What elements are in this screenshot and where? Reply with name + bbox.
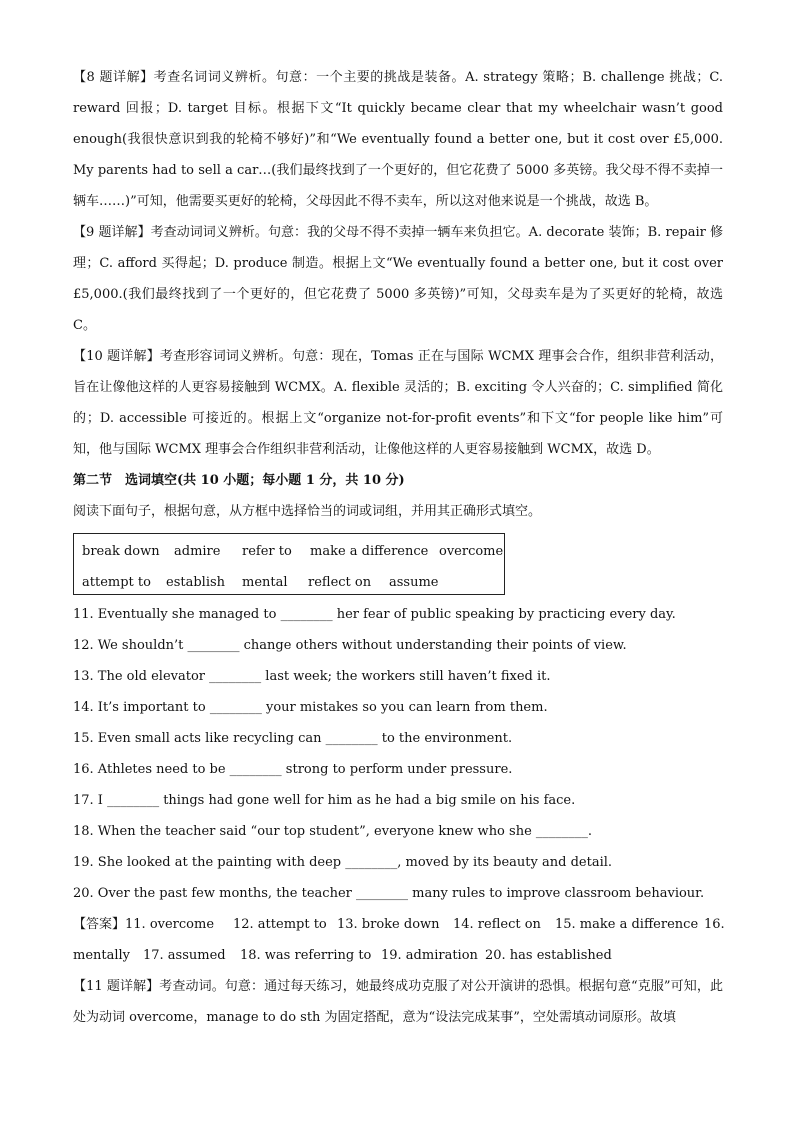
word-bank-box	[73, 533, 505, 595]
answer-key-line-1	[73, 909, 723, 940]
question-16: 16. Athletes need to be ________ strong to perform under pressure.	[73, 762, 513, 777]
explanation-tag: 【9 题详解】	[73, 225, 151, 240]
explanation-text: 考查名词词义辨析。句意：一个主要的挑战是装备。A. strategy 策略；B. challenge 挑战；C. reward 回报；D. target 目标。根据下文“It quickly became clear that my wheelchair wasn’t good enough(我很快意识到我的轮椅不够好)”和“We eventually found a better one, but it cost over £5,000. My parents had to sell a car…(我们最终找到了一个更好的，但它花费了 5000 多英镑。我父母不得不卖掉一辆车……)”可知，他需要买更好的轮椅，父母因此不得不卖车，所以这对他来说是一个挑战，故选 B。	[73, 70, 723, 209]
answer-tag: 【答案】	[73, 917, 126, 932]
explanation-tag: 【11 题详解】	[73, 979, 160, 994]
answer-item: 14. reflect on	[453, 917, 541, 932]
explanation-tag: 【10 题详解】	[73, 349, 160, 364]
question-15: 15. Even small acts like recycling can ________ to the environment.	[73, 731, 513, 746]
section-title: 第二节 选词填空(共 10 小题；每小题 1 分，共 10 分)	[73, 473, 405, 488]
answer-item: 19. admiration	[381, 948, 478, 963]
explanation-9	[73, 217, 723, 341]
word-option: admire	[174, 544, 221, 559]
question-14: 14. It’s important to ________ your mistakes so you can learn from them.	[73, 700, 548, 715]
answer-item: 13. broke down	[337, 917, 440, 932]
word-option: overcome	[439, 544, 504, 559]
question-11: 11. Eventually she managed to ________ her fear of public speaking by practicing every day.	[73, 607, 676, 622]
question-12: 12. We shouldn’t ________ change others without understanding their points of view.	[73, 638, 627, 653]
explanation-tag: 【8 题详解】	[73, 70, 154, 85]
word-option: assume	[389, 575, 439, 590]
answer-item: 17. assumed	[143, 948, 226, 963]
word-bank-row	[82, 538, 504, 569]
word-option: attempt to	[82, 575, 151, 590]
section-instruction: 阅读下面句子，根据句意，从方框中选择恰当的词或词组，并用其正确形式填空。	[73, 504, 542, 519]
explanation-text: 考查形容词词义辨析。句意：现在，Tomas 正在与国际 WCMX 理事会合作，组织非营利活动，旨在让像他这样的人更容易接触到 WCMX。A. flexible 灵活的；B. exciting 令人兴奋的；C. simplified 简化的；D. accessible 可接近的。根据上文“organize not-for-profit events”和下文“for people like him”可知，他与国际 WCMX 理事会合作组织非营利活动，让像他这样的人更容易接触到 WCMX，故选 D。	[73, 349, 723, 457]
word-option: establish	[166, 575, 226, 590]
question-20: 20. Over the past few months, the teacher ________ many rules to improve classroom behaviour.	[73, 886, 705, 901]
explanation-11	[73, 971, 723, 1033]
answer-item: 18. was referring to	[240, 948, 372, 963]
explanation-10	[73, 341, 723, 465]
question-13: 13. The old elevator ________ last week; the workers still haven’t fixed it.	[73, 669, 551, 684]
answer-item: 11. overcome	[125, 917, 215, 932]
explanation-text: 考查动词。句意：通过每天练习，她最终成功克服了对公开演讲的恐惧。根据句意“克服”可知，此处为动词 overcome，manage to do sth 为固定搭配，意为“设法完成某事”，空处需填动词原形。故填	[73, 979, 723, 1025]
answer-item: 15. make a difference	[555, 917, 699, 932]
question-17: 17. I ________ things had gone well for him as he had a big smile on his face.	[73, 793, 576, 808]
word-option: break down	[82, 544, 160, 559]
word-option: make a difference	[310, 544, 429, 559]
explanation-text: 考查动词词义辨析。句意：我的父母不得不卖掉一辆车来负担它。A. decorate 装饰；B. repair 修理；C. afford 买得起；D. produce 制造。根据上文“We eventually found a better one, but it cost over £5,000.(我们最终找到了一个更好的，但它花费了 5000 多英镑)”可知，父母卖车是为了买更好的轮椅，故选 C。	[73, 225, 723, 333]
word-option: mental	[242, 575, 288, 590]
explanation-8	[73, 62, 723, 217]
answer-item: 20. has established	[485, 948, 612, 963]
question-18: 18. When the teacher said “our top student”, everyone knew who she ________.	[73, 824, 593, 839]
word-bank-row	[82, 569, 496, 600]
question-19: 19. She looked at the painting with deep ________, moved by its beauty and detail.	[73, 855, 613, 870]
answer-item: mentally	[73, 948, 131, 963]
document-page	[73, 62, 723, 1033]
answer-item: 12. attempt to	[233, 917, 327, 932]
word-option: reflect on	[308, 575, 372, 590]
word-option: refer to	[242, 544, 292, 559]
answer-item: 16.	[704, 917, 725, 932]
answer-key-line-2	[73, 940, 723, 971]
